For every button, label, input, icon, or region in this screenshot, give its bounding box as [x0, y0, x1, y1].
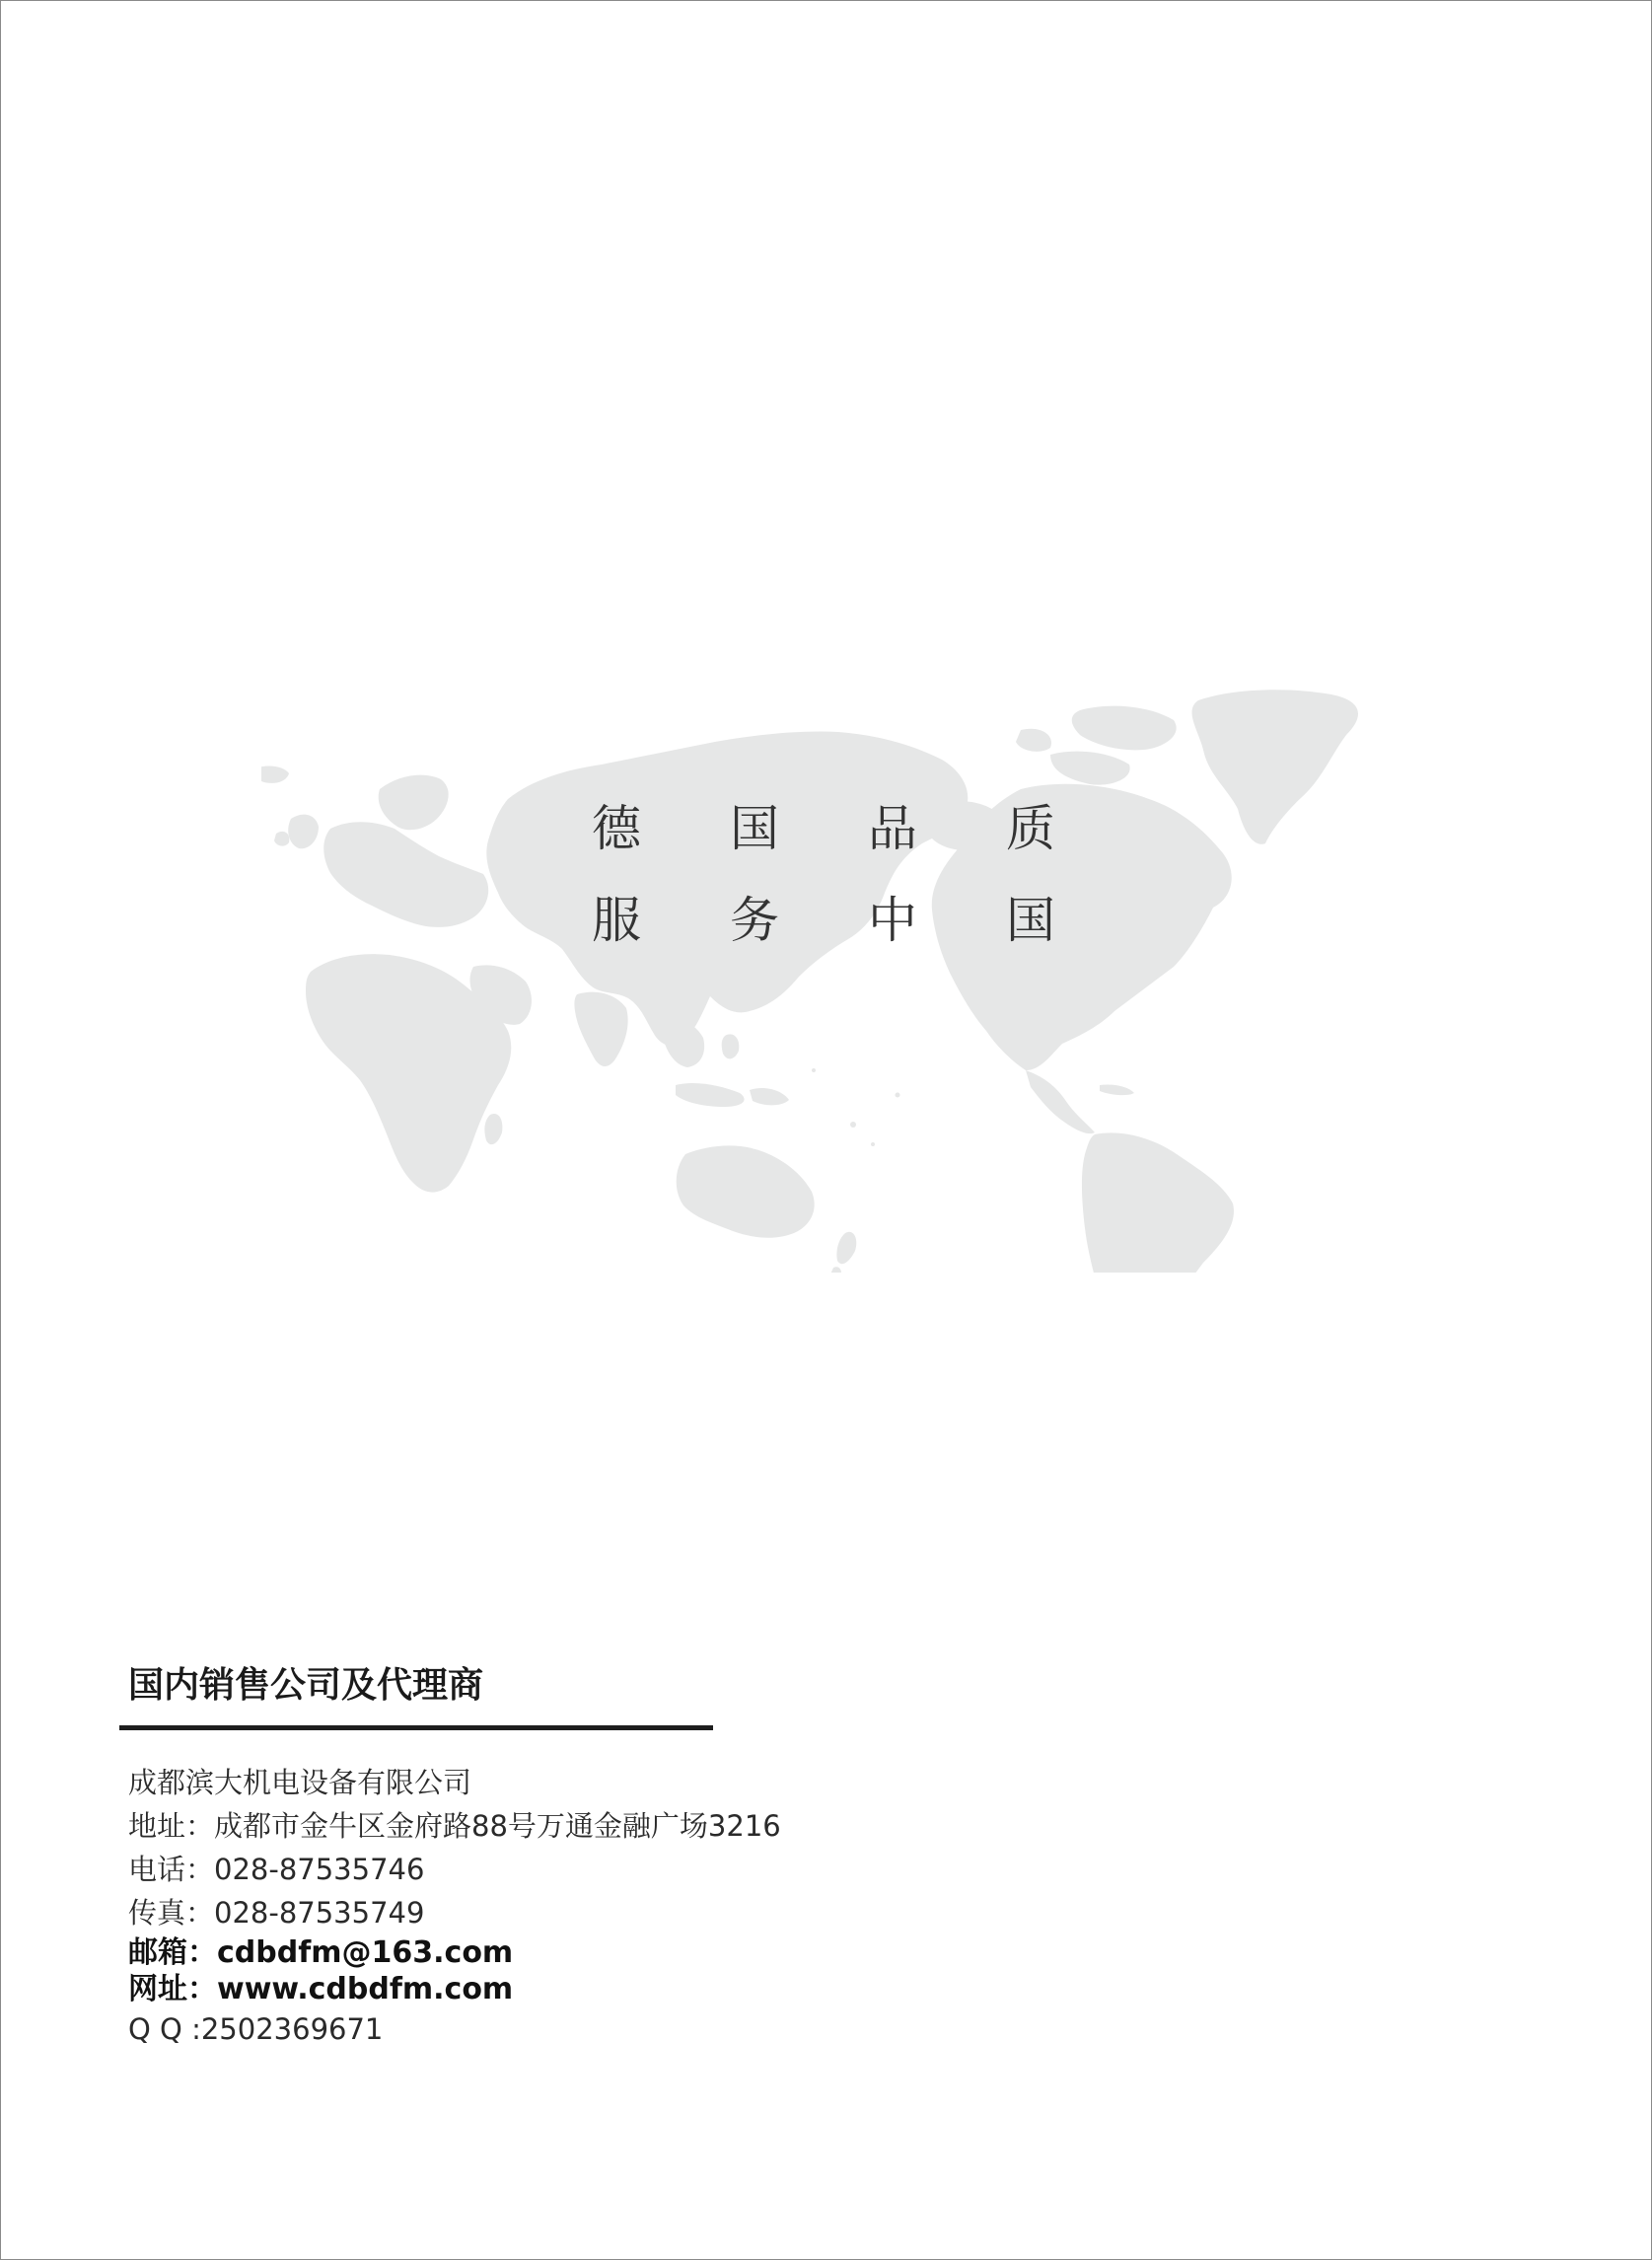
contact-lines [128, 1761, 1016, 2051]
slogan-char: 质 [1006, 800, 1055, 857]
slogan-char: 国 [730, 800, 779, 857]
fax-label: 传真： [128, 1896, 215, 1930]
slogan-line-2 [587, 881, 1060, 952]
website-line [128, 1971, 1016, 2007]
phone-line [128, 1848, 1016, 1891]
address-label: 地址： [128, 1809, 215, 1843]
qq-value: 2502369671 [200, 2012, 384, 2046]
slogan-char: 服 [592, 892, 641, 949]
slogan-char: 中 [868, 892, 917, 949]
title-underline [119, 1725, 713, 1730]
website-label: 网址： [128, 1972, 217, 2006]
fax-value: 028-87535749 [214, 1896, 425, 1930]
company-name [128, 1761, 1016, 1804]
company-name-text: 成都滨大机电设备有限公司 [128, 1766, 472, 1799]
address-line [128, 1804, 1016, 1848]
qq-line [128, 2007, 1016, 2051]
section-title: 国内销售公司及代理商 [128, 1665, 484, 1706]
slogan-line-1 [587, 789, 1060, 860]
email-label: 邮箱： [128, 1935, 217, 1970]
phone-label: 电话： [128, 1853, 215, 1886]
slogan-char: 品 [868, 800, 917, 857]
contact-section [128, 1662, 781, 2046]
slogan-char: 务 [730, 892, 779, 949]
email-value: cdbdfm@163.com [217, 1935, 514, 1970]
email-line [128, 1934, 1016, 1971]
slogan-char: 国 [1006, 892, 1055, 949]
address-value: 成都市金牛区金府路88号万通金融广场3216 [214, 1809, 781, 1843]
website-value: www.cdbdfm.com [217, 1972, 514, 2006]
slogan-char: 德 [592, 800, 641, 857]
fax-line [128, 1891, 1016, 1934]
phone-value: 028-87535746 [214, 1853, 425, 1886]
world-map-graphic [261, 681, 1376, 1273]
qq-label: Q Q : [128, 2012, 201, 2046]
